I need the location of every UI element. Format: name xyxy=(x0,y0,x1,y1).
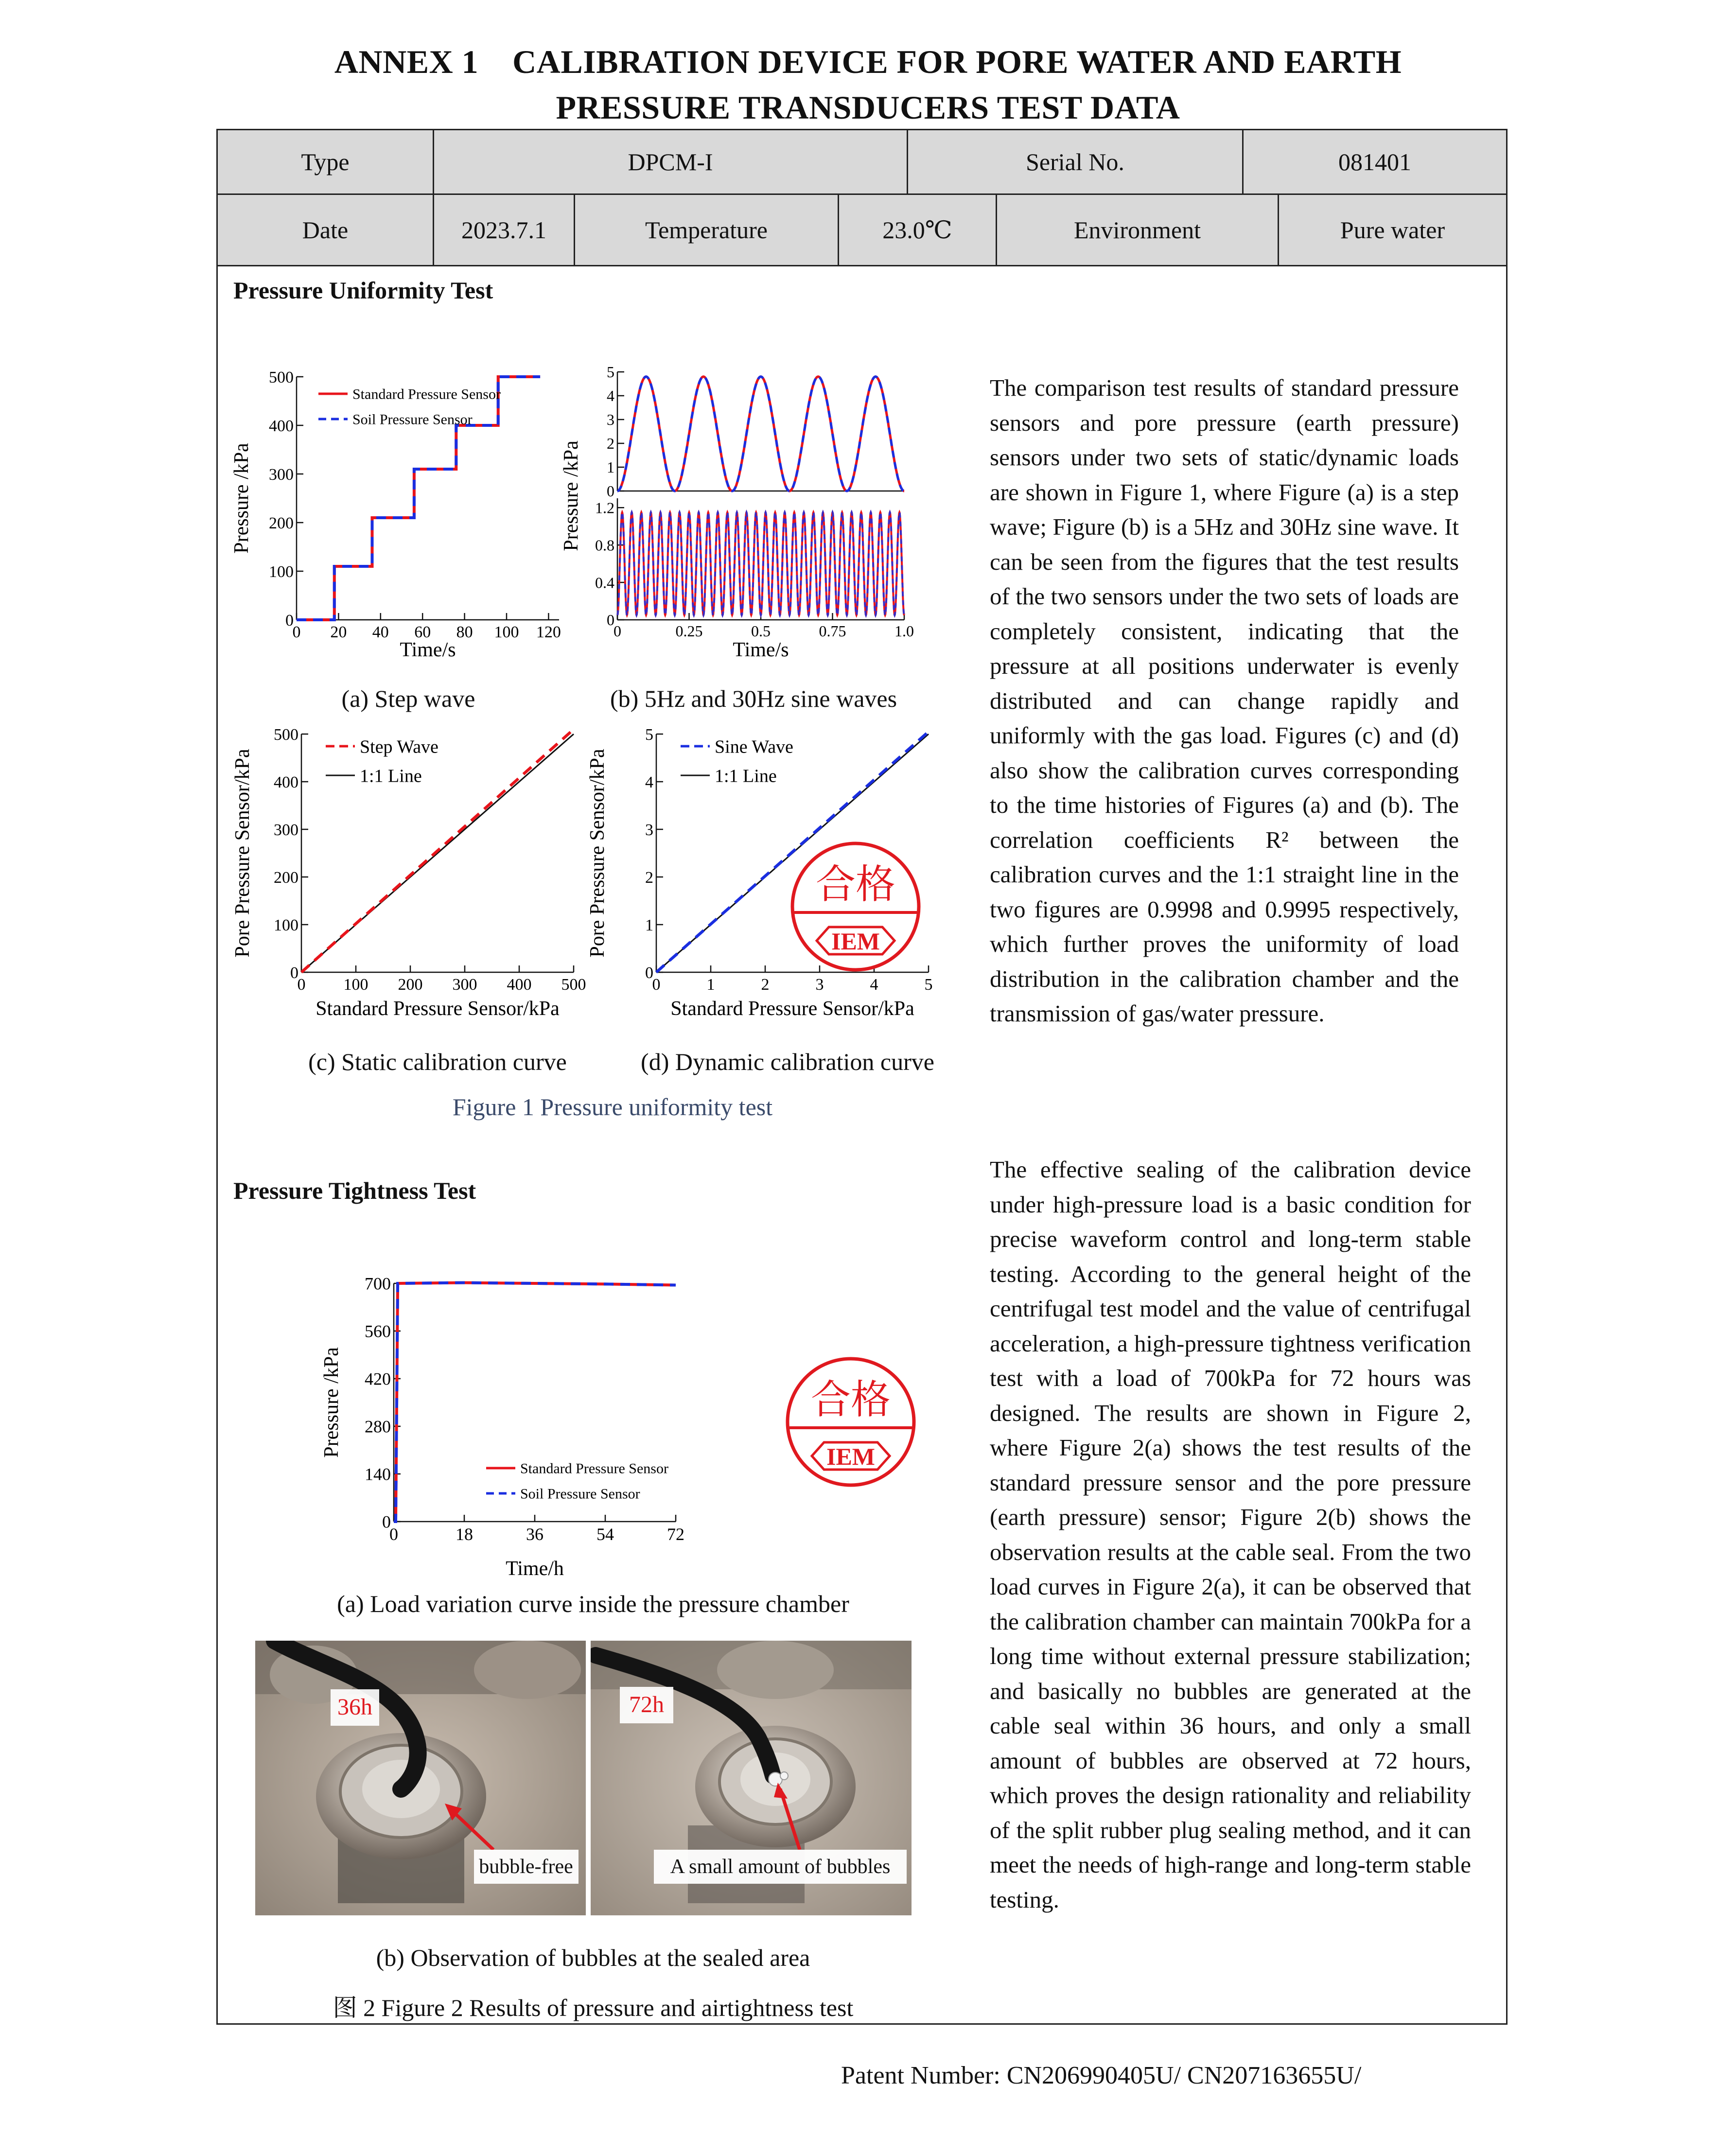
y-tick-label: 5 xyxy=(645,725,653,744)
y-tick-label: 300 xyxy=(269,465,294,484)
page-title xyxy=(0,39,1736,130)
y-tick-label: 2 xyxy=(607,435,614,453)
x-tick-label: 0.25 xyxy=(675,622,703,640)
x-tick-label: 18 xyxy=(456,1524,473,1544)
caption-load-variation: (a) Load variation curve inside the pressure chamber xyxy=(337,1590,849,1617)
x-tick-label: 0.75 xyxy=(819,622,846,640)
y-tick-label: 5 xyxy=(607,363,614,381)
y-axis-label: Pressure /kPa xyxy=(230,443,253,554)
x-tick-label: 1 xyxy=(706,976,715,994)
type-label: Type xyxy=(218,130,434,193)
title-line-1: ANNEX 1 CALIBRATION DEVICE FOR PORE WATER AND EARTH xyxy=(334,43,1402,80)
legend-label: Standard Pressure Sensor xyxy=(352,386,501,403)
x-tick-label: 0 xyxy=(614,622,621,640)
y-tick-label: 3 xyxy=(645,821,653,839)
series-soil-30hz xyxy=(617,512,904,615)
environment-label: Environment xyxy=(997,195,1279,265)
y-tick-label: 0.8 xyxy=(595,536,614,554)
x-tick-label: 36 xyxy=(526,1524,544,1544)
y-tick-label: 400 xyxy=(274,773,298,791)
photo-36h-label: 36h xyxy=(337,1694,372,1720)
y-axis-label: Pore Pressure Sensor/kPa xyxy=(231,749,254,958)
figure-1-caption: Figure 1 Pressure uniformity test xyxy=(452,1093,773,1121)
legend-label: Soil Pressure Sensor xyxy=(352,411,473,428)
temperature-label: Temperature xyxy=(575,195,839,265)
y-tick-label: 1 xyxy=(607,458,614,476)
photo-36h xyxy=(255,1641,586,1915)
legend-label: Standard Pressure Sensor xyxy=(520,1460,668,1477)
header-row-date xyxy=(216,193,1508,266)
x-tick-label: 40 xyxy=(372,623,389,641)
x-tick-label: 100 xyxy=(494,623,519,641)
x-tick-label: 60 xyxy=(414,623,431,641)
y-tick-label: 0 xyxy=(645,964,653,982)
x-tick-label: 72 xyxy=(667,1524,684,1544)
caption-sine-waves: (b) 5Hz and 30Hz sine waves xyxy=(610,685,897,712)
y-tick-label: 200 xyxy=(269,514,294,532)
uniformity-paragraph: The comparison test results of standard pressure sensors and pore pressure (earth pressure) sensors under two sets of static/dynamic loads are shown in Figure 1, where Figure (a) is a step wave; Figure (b) is a 5Hz and 30Hz sine wave. It can be seen from the figures that the test results of the two sensors under the two sets of loads are completely consistent, indicating that the pressure at all positions underwater is evenly distributed and can change rapidly and uniformly with the gas load. Figures (c) and (d) also show the calibration curves corresponding to the time histories of Figures (a) and (b). The correlation coefficients R² between the calibration curves and the 1:1 straight line in the two figures are 0.9998 and 0.9995 respectively, which further proves the uniformity of load distribution in the calibration chamber and the transmission of gas/water pressure. xyxy=(990,374,1459,1027)
figure-2-caption: 图 2 Figure 2 Results of pressure and airtightness test xyxy=(333,1994,854,2021)
date-label: Date xyxy=(218,195,434,265)
legend-label: Step Wave xyxy=(360,736,438,757)
y-tick-label: 3 xyxy=(607,411,614,429)
stamp-bottom-text: IEM xyxy=(831,928,880,955)
y-tick-label: 500 xyxy=(274,725,298,744)
x-tick-label: 200 xyxy=(398,976,423,994)
y-tick-label: 100 xyxy=(274,916,298,934)
y-tick-label: 0 xyxy=(285,611,294,630)
series-calibration-line xyxy=(301,729,574,972)
x-tick-label: 0 xyxy=(297,976,306,994)
series-standard-30hz xyxy=(617,512,904,615)
environment-value: Pure water xyxy=(1340,216,1445,244)
x-tick-label: 54 xyxy=(596,1524,614,1544)
photo-72h-note: A small amount of bubbles xyxy=(670,1856,891,1878)
y-axis-label: Pressure /kPa xyxy=(560,440,582,551)
y-tick-label: 200 xyxy=(274,868,298,887)
stamp-top-text: 合格 xyxy=(810,1378,891,1422)
stamp-bottom-text: IEM xyxy=(826,1443,875,1470)
x-axis-label: Time/h xyxy=(506,1558,564,1580)
y-tick-label: 560 xyxy=(365,1321,391,1341)
y-tick-label: 0 xyxy=(607,482,614,500)
y-tick-label: 1.2 xyxy=(595,499,614,517)
y-axis-label: Pressure /kPa xyxy=(320,1347,343,1458)
patent-number: Patent Number: CN206990405U/ CN207163655U/ xyxy=(841,2062,1362,2089)
x-tick-label: 300 xyxy=(452,976,477,994)
date-value: 2023.7.1 xyxy=(434,195,575,265)
x-tick-label: 100 xyxy=(343,976,368,994)
legend-label: Sine Wave xyxy=(715,736,793,757)
tightness-paragraph: The effective sealing of the calibration device under high-pressure load is a basic condition for precise waveform control and long-term stable testing. According to the general height of the centrifugal test model and the value of centrifugal acceleration, a high-pressure tightness verification test with a load of 700kPa for 72 hours was designed. The results are shown in Figure 2, where Figure 2(a) shows the test results of the standard pressure sensor and the pore pressure (earth pressure) sensor; Figure 2(b) shows the observation results at the cable seal. From the two load curves in Figure 2(a), it can be observed that the calibration chamber can maintain 700kPa for a long time without external pressure stabilization; and basically no bubbles are generated at the cable seal within 36 hours, and only a small amount of bubbles are observed at 72 hours, which proves the design rationality and reliability of the split rubber plug sealing method, and it can meet the needs of high-range and long-term stable testing. xyxy=(990,1156,1471,1913)
x-axis-label: Time/s xyxy=(400,639,456,661)
y-tick-label: 4 xyxy=(607,387,614,405)
temperature-value: 23.0℃ xyxy=(839,195,997,265)
x-tick-label: 20 xyxy=(330,623,347,641)
header-row-type xyxy=(216,129,1508,195)
series-soil-5hz xyxy=(617,377,904,491)
approval-stamp-2 xyxy=(783,1354,919,1490)
y-tick-label: 700 xyxy=(365,1274,391,1294)
title-line-2: PRESSURE TRANSDUCERS TEST DATA xyxy=(556,89,1180,126)
x-tick-label: 0.5 xyxy=(751,622,771,640)
tightness-heading: Pressure Tightness Test xyxy=(233,1177,476,1204)
photo-36h-note: bubble-free xyxy=(479,1856,573,1878)
photo-72h-label: 72h xyxy=(629,1692,664,1717)
x-tick-label: 0 xyxy=(389,1524,398,1544)
y-tick-label: 100 xyxy=(269,562,294,581)
x-tick-label: 500 xyxy=(561,976,586,994)
legend-label: 1:1 Line xyxy=(715,766,777,787)
y-tick-label: 2 xyxy=(645,868,653,887)
chart-sine-waves xyxy=(559,360,929,671)
type-value: DPCM-I xyxy=(434,130,908,193)
x-tick-label: 1.0 xyxy=(894,622,914,640)
stamp-top-text: 合格 xyxy=(815,862,896,907)
y-tick-label: 0.4 xyxy=(595,574,614,592)
legend-label: 1:1 Line xyxy=(360,766,422,787)
y-tick-label: 1 xyxy=(645,916,653,934)
x-tick-label: 5 xyxy=(924,976,933,994)
x-tick-label: 400 xyxy=(507,976,532,994)
serial-value: 081401 xyxy=(1338,148,1411,175)
approval-stamp-1 xyxy=(788,839,924,975)
chart-step-wave xyxy=(228,360,583,671)
x-tick-label: 4 xyxy=(870,976,878,994)
chart-load-variation xyxy=(316,1254,715,1585)
x-axis-label: Standard Pressure Sensor/kPa xyxy=(316,998,560,1020)
caption-bubble-observation: (b) Observation of bubbles at the sealed area xyxy=(376,1944,810,1971)
photo-72h xyxy=(591,1641,912,1915)
x-axis-label: Standard Pressure Sensor/kPa xyxy=(670,998,914,1020)
y-tick-label: 300 xyxy=(274,821,298,839)
y-tick-label: 500 xyxy=(269,368,294,386)
x-tick-label: 3 xyxy=(815,976,824,994)
caption-step-wave: (a) Step wave xyxy=(341,685,475,712)
x-tick-label: 2 xyxy=(761,976,770,994)
x-tick-label: 80 xyxy=(456,623,473,641)
y-tick-label: 4 xyxy=(645,773,653,791)
caption-static-calibration: (c) Static calibration curve xyxy=(308,1048,567,1075)
legend-label: Soil Pressure Sensor xyxy=(520,1486,640,1502)
y-tick-label: 0 xyxy=(382,1512,391,1532)
caption-dynamic-calibration: (d) Dynamic calibration curve xyxy=(641,1048,934,1075)
y-tick-label: 420 xyxy=(365,1369,391,1389)
x-tick-label: 120 xyxy=(536,623,561,641)
y-tick-label: 0 xyxy=(290,964,298,982)
x-tick-label: 0 xyxy=(292,623,301,641)
y-tick-label: 280 xyxy=(365,1417,391,1437)
uniformity-heading: Pressure Uniformity Test xyxy=(233,277,493,304)
y-tick-label: 400 xyxy=(269,417,294,435)
y-tick-label: 0 xyxy=(607,611,614,629)
x-axis-label: Time/s xyxy=(733,639,789,661)
serial-label: Serial No. xyxy=(908,130,1244,193)
y-axis-label: Pore Pressure Sensor/kPa xyxy=(586,749,609,958)
x-tick-label: 0 xyxy=(652,976,661,994)
y-tick-label: 140 xyxy=(365,1464,391,1484)
chart-static-calibration xyxy=(228,715,598,1035)
